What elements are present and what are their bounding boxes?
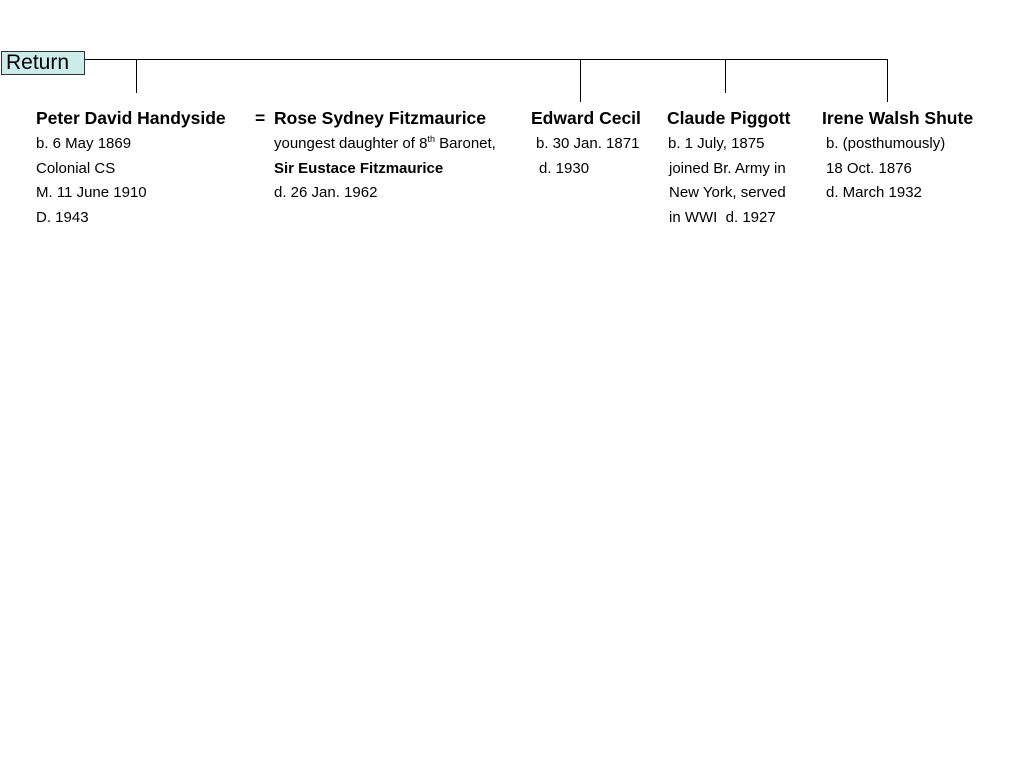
peter-detail-occupation: Colonial CS	[36, 160, 116, 177]
drop-line-irene	[887, 59, 888, 102]
edward-detail-birth: b. 30 Jan. 1871	[536, 135, 640, 152]
claude-detail-army: joined Br. Army in	[669, 160, 786, 177]
sibling-connector-line	[85, 59, 888, 60]
irene-detail-birthdate: 18 Oct. 1876	[826, 160, 912, 177]
peter-detail-death: D. 1943	[36, 209, 89, 226]
peter-detail-marriage: M. 11 June 1910	[36, 184, 147, 201]
person-name-irene: Irene Walsh Shute	[822, 108, 974, 128]
person-name-claude: Claude Piggott	[667, 108, 791, 128]
person-name-rose: Rose Sydney Fitzmaurice	[274, 108, 487, 128]
claude-detail-served: New York, served	[669, 184, 786, 201]
edward-detail-death: d. 1930	[539, 160, 590, 177]
rose-detail-parentage-prefix: youngest daughter of 8	[274, 135, 428, 152]
irene-detail-death: d. March 1932	[826, 184, 922, 201]
rose-detail-parentage-suffix: Baronet,	[434, 135, 496, 152]
drop-line-claude	[725, 59, 726, 93]
drop-line-peter	[136, 59, 137, 93]
person-name-peter: Peter David Handyside	[36, 108, 226, 128]
irene-detail-birth: b. (posthumously)	[826, 135, 946, 152]
peter-detail-birth: b. 6 May 1869	[36, 135, 132, 152]
person-name-edward: Edward Cecil	[531, 108, 641, 128]
claude-detail-birth: b. 1 July, 1875	[668, 135, 765, 152]
rose-detail-parentage-ordinal: th	[427, 134, 435, 144]
rose-detail-parentage	[274, 135, 496, 153]
claude-detail-death: in WWI d. 1927	[669, 209, 776, 226]
drop-line-edward	[580, 59, 581, 102]
return-button[interactable]: Return	[1, 51, 85, 75]
rose-detail-death: d. 26 Jan. 1962	[274, 184, 378, 201]
marriage-sign: =	[255, 108, 266, 128]
rose-detail-father: Sir Eustace Fitzmaurice	[274, 160, 444, 177]
